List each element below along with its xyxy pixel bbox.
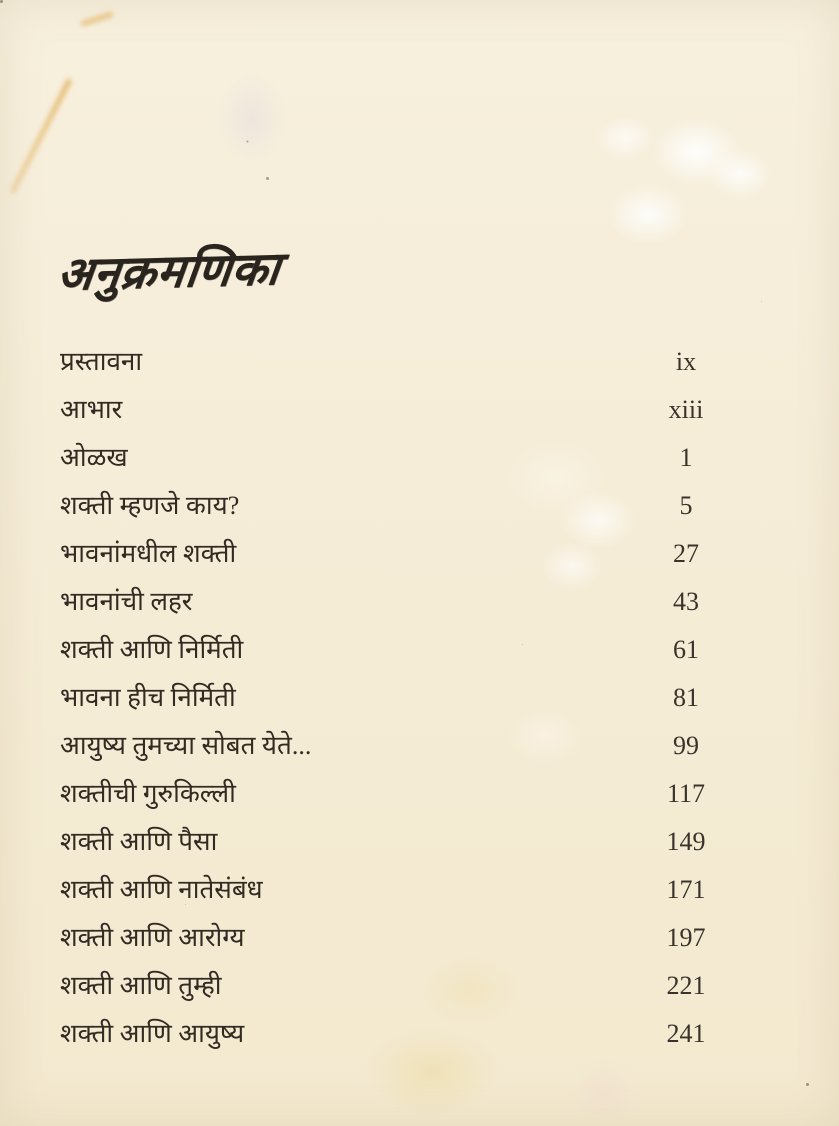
toc-row <box>60 674 779 722</box>
toc-entry-title: शक्ती आणि आयुष्य <box>60 1019 245 1048</box>
toc-entry-title: शक्ती आणि नातेसंबंध <box>60 875 263 904</box>
toc-row <box>60 386 779 434</box>
dust-specks <box>0 0 3 3</box>
toc-entry-title: ओळख <box>60 443 128 472</box>
toc-row <box>60 626 779 674</box>
page-title: अनुक्रमणिका <box>54 241 284 301</box>
toc-entry-title: शक्ती म्हणजे काय? <box>60 491 240 520</box>
table-of-contents <box>60 338 779 1058</box>
toc-entry-page: 99 <box>673 731 699 760</box>
toc-row <box>60 530 779 578</box>
toc-entry-page: ix <box>675 347 697 376</box>
toc-entry-page: 1 <box>679 443 693 472</box>
toc-row <box>60 866 779 914</box>
toc-entry-title: शक्तीची गुरुकिल्ली <box>60 779 236 808</box>
toc-entry-title: प्रस्तावना <box>60 347 143 376</box>
toc-entry-page: 5 <box>679 491 693 520</box>
toc-entry-title: शक्ती आणि आरोग्य <box>60 923 245 952</box>
toc-entry-page: 81 <box>673 683 699 712</box>
toc-entry-page: 61 <box>673 635 699 664</box>
toc-row <box>60 434 779 482</box>
orange-stain-dash <box>80 11 114 27</box>
toc-row <box>60 1010 779 1058</box>
toc-entry-title: आभार <box>60 395 123 424</box>
toc-entry-page: 27 <box>673 539 699 568</box>
toc-entry-page: 149 <box>666 827 706 856</box>
toc-entry-title: आयुष्य तुमच्या सोबत येते... <box>60 731 312 760</box>
toc-entry-page: 117 <box>666 779 706 808</box>
toc-entry-title: शक्ती आणि पैसा <box>60 827 218 856</box>
toc-entry-title: भावना हीच निर्मिती <box>60 683 236 712</box>
toc-row <box>60 914 779 962</box>
toc-entry-title: शक्ती आणि तुम्ही <box>60 971 222 1000</box>
toc-entry-page: 221 <box>666 971 706 1000</box>
toc-entry-page: 43 <box>673 587 699 616</box>
toc-entry-page: xiii <box>668 395 704 424</box>
toc-row <box>60 482 779 530</box>
toc-row <box>60 722 779 770</box>
toc-entry-page: 197 <box>666 923 706 952</box>
toc-entry-page: 171 <box>666 875 706 904</box>
toc-entry-page: 241 <box>666 1019 706 1048</box>
toc-row <box>60 578 779 626</box>
toc-row <box>60 962 779 1010</box>
toc-entry-title: भावनांमधील शक्ती <box>60 539 237 568</box>
toc-entry-title: भावनांची लहर <box>60 587 193 616</box>
toc-row <box>60 818 779 866</box>
toc-row <box>60 338 779 386</box>
toc-row <box>60 770 779 818</box>
toc-entry-title: शक्ती आणि निर्मिती <box>60 635 244 664</box>
orange-stain-stroke <box>9 78 72 195</box>
